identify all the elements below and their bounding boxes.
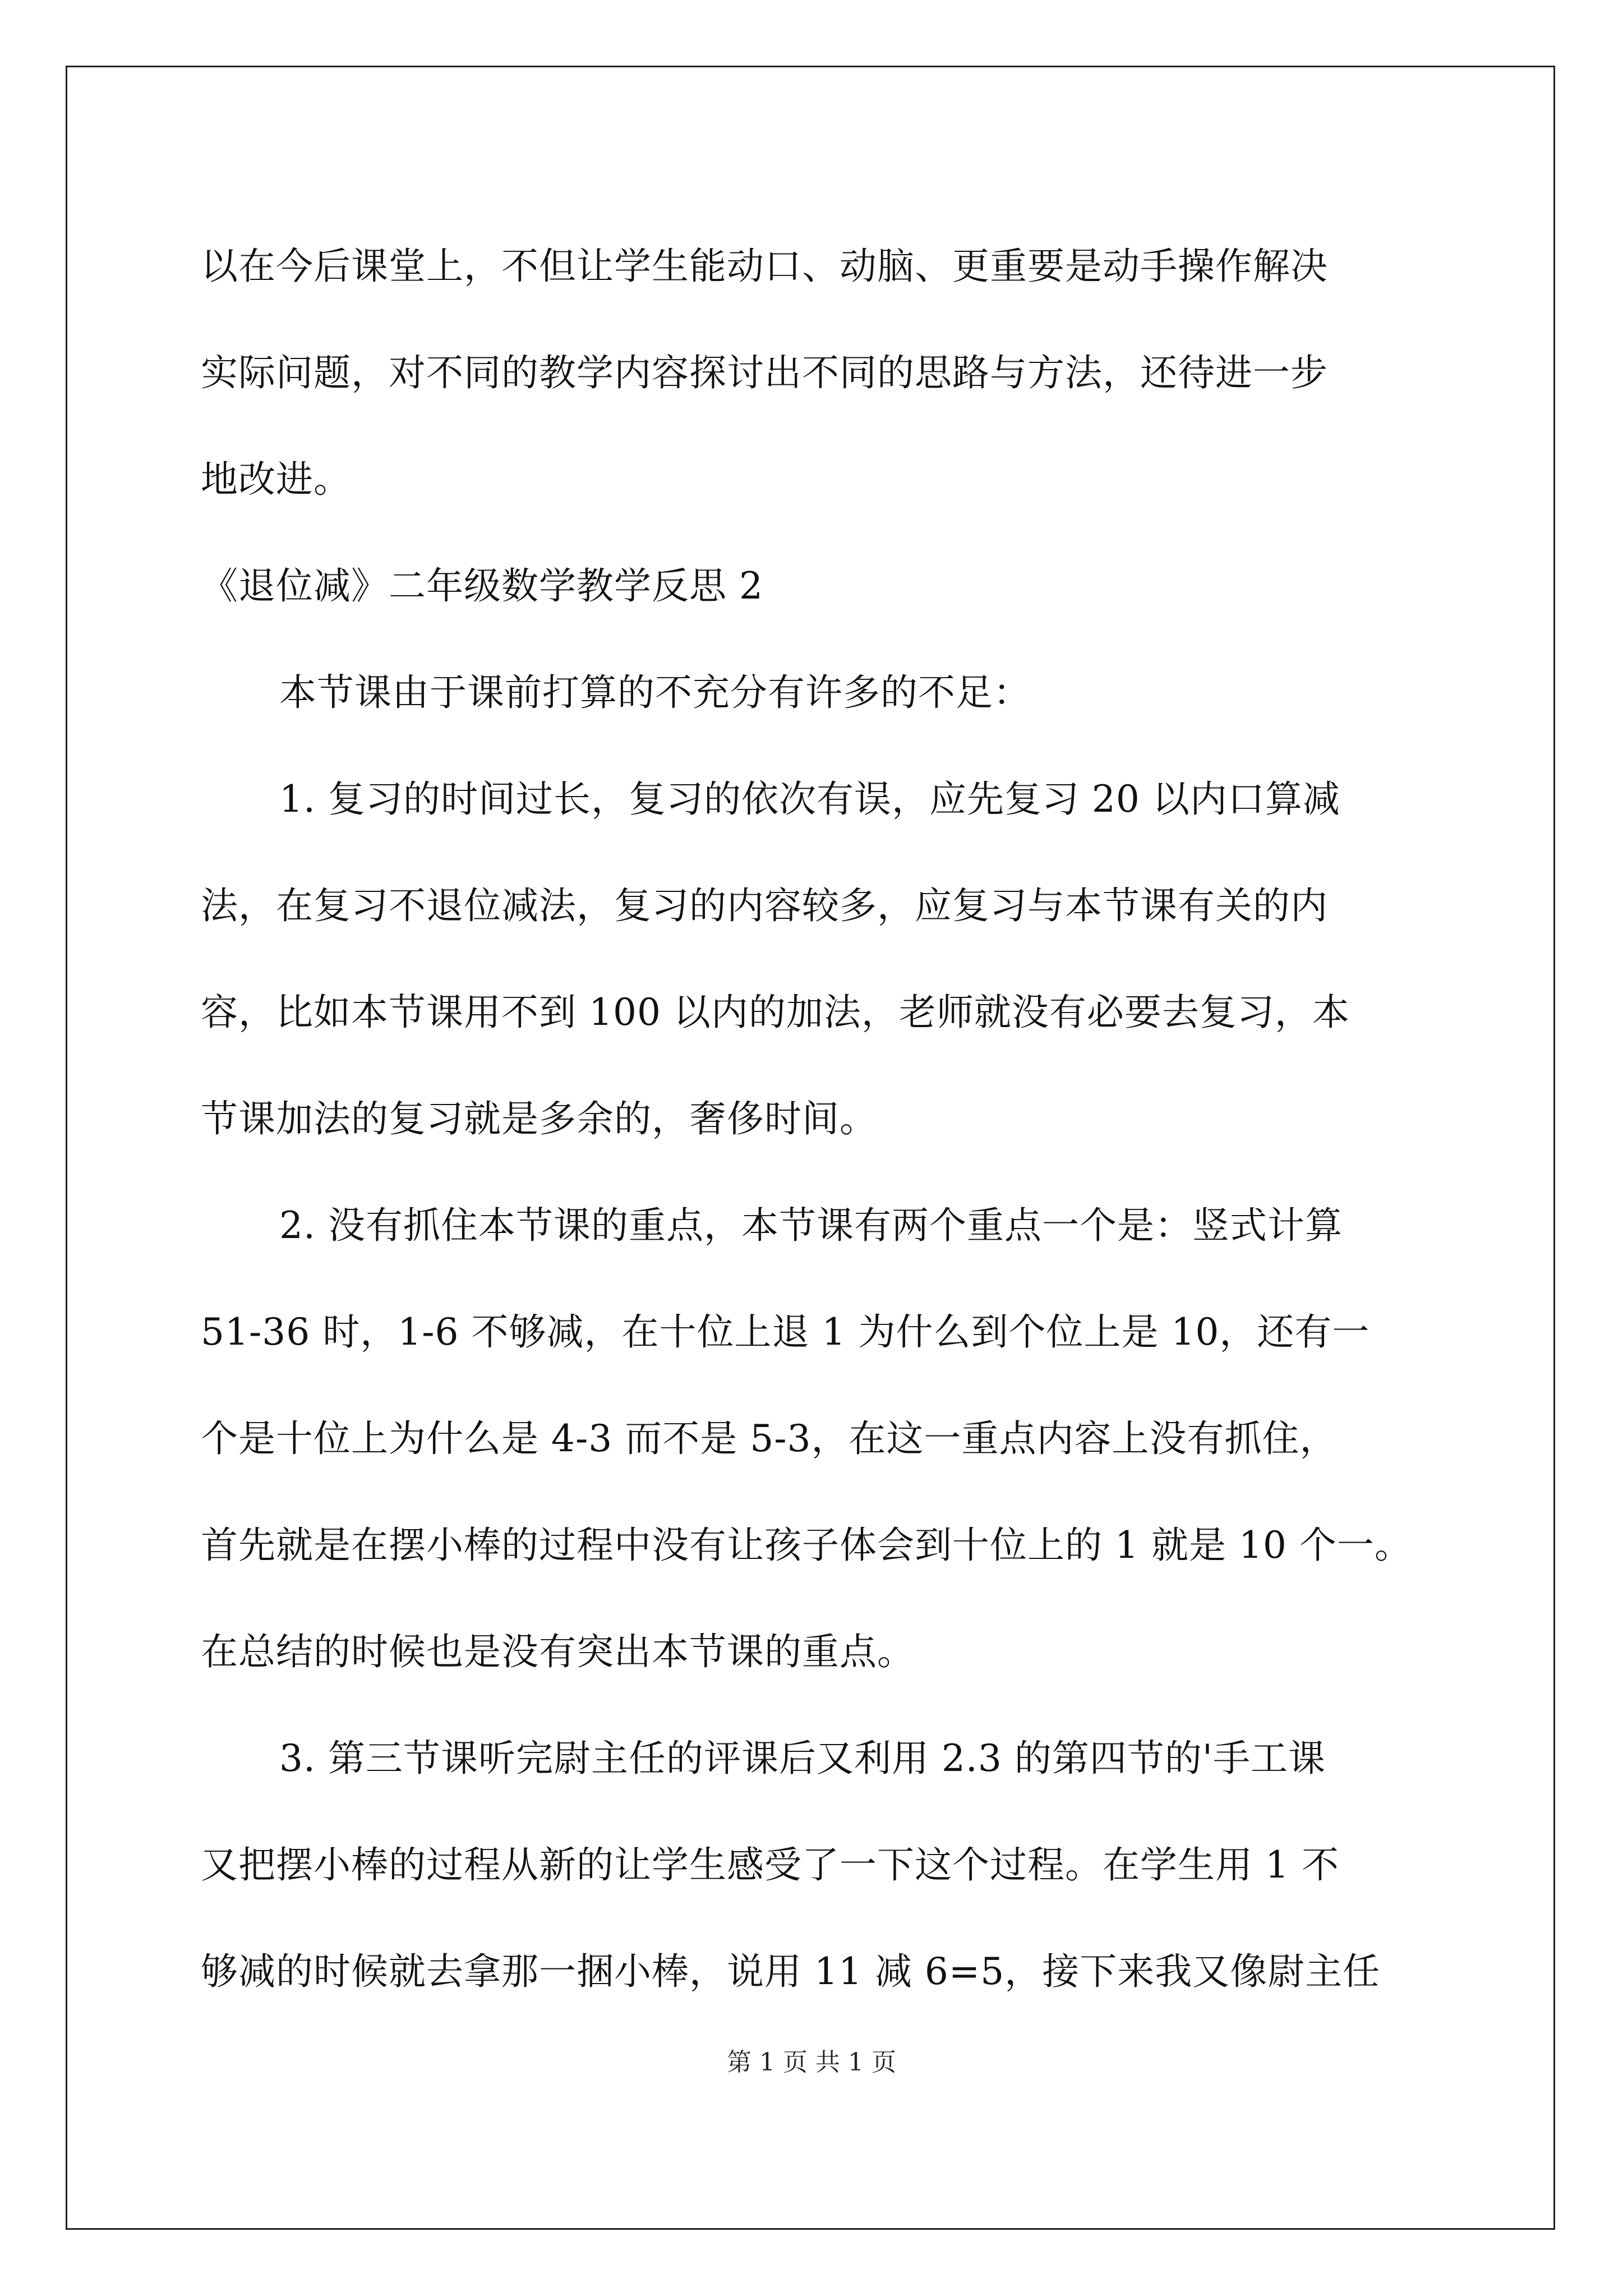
paragraph-line: 在总结的时候也是没有突出本节课的重点。: [201, 1630, 915, 1673]
paragraph-line: 又把摆小棒的过程从新的让学生感受了一下这个过程。在学生用 1 不: [201, 1843, 1339, 1887]
paragraph-line: 法，在复习不退位减法，复习的内容较多，应复习与本节课有关的内: [201, 884, 1328, 927]
paragraph-line: 51-36 时，1-6 不够减，在十位上退 1 为什么到个位上是 10，还有一: [201, 1310, 1370, 1354]
paragraph-line: 个是十位上为什么是 4-3 而不是 5-3，在这一重点内容上没有抓住，: [201, 1417, 1338, 1460]
paragraph-line: 3. 第三节课听完尉主任的评课后又利用 2.3 的第四节的'手工课: [279, 1737, 1326, 1780]
paragraph-line: 以在今后课堂上，不但让学生能动口、动脑、更重要是动手操作解决: [201, 245, 1328, 288]
paragraph-line: 实际问题，对不同的教学内容探讨出不同的思路与方法，还待进一步: [201, 351, 1328, 394]
section-heading: 《退位减》二年级数学教学反思 2: [201, 564, 763, 608]
paragraph-line: 地改进。: [201, 458, 351, 501]
paragraph-line: 容，比如本节课用不到 100 以内的加法，老师就没有必要去复习，本: [201, 991, 1350, 1034]
paragraph-line: 2. 没有抓住本节课的重点，本节课有两个重点一个是：竖式计算: [279, 1204, 1343, 1247]
paragraph-line: 节课加法的复习就是多余的，奢侈时间。: [201, 1097, 877, 1140]
paragraph-line: 1. 复习的时间过长，复习的依次有误，应先复习 20 以内口算减: [279, 777, 1340, 821]
page-number-footer: 第 1 页 共 1 页: [727, 2048, 896, 2077]
paragraph-line: 首先就是在摆小棒的过程中没有让孩子体会到十位上的 1 就是 10 个一。: [201, 1524, 1412, 1567]
paragraph-line: 够减的时候就去拿那一捆小棒，说用 11 减 6=5，接下来我又像尉主任: [201, 1950, 1381, 1993]
paragraph-line: 本节课由于课前打算的不充分有许多的不足：: [279, 671, 1031, 714]
document-body: [201, 213, 1435, 2025]
